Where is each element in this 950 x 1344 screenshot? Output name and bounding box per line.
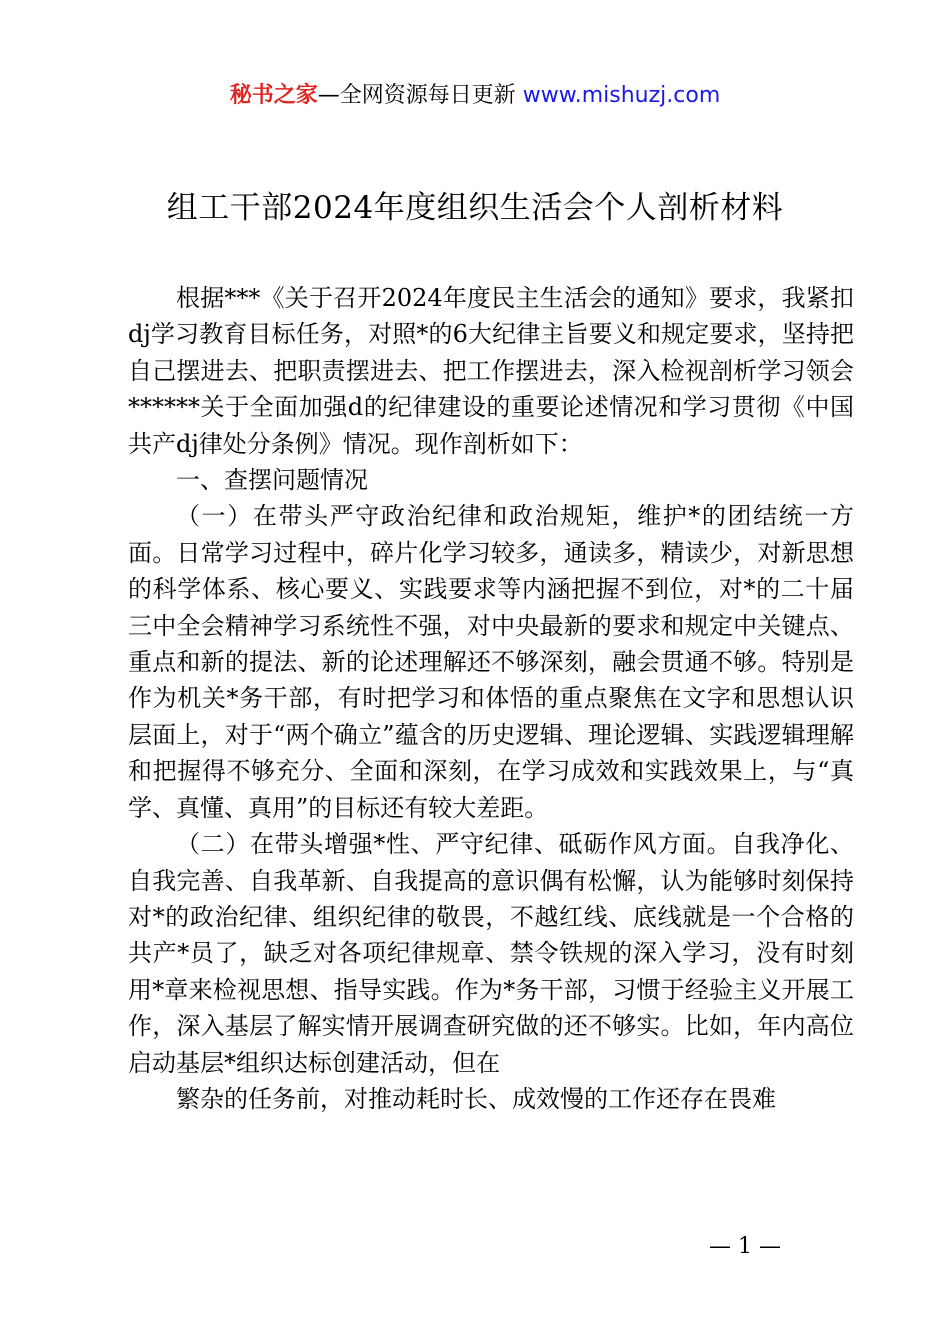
site-banner xyxy=(0,80,950,112)
document-title: 组工干部2024年度组织生活会个人剖析材料 xyxy=(166,190,784,226)
section-heading: 一、查摆问题情况 xyxy=(176,466,368,495)
intro-paragraph: 根据***《关于召开2024年度民主生活会的通知》要求，我紧扣dj学习教育目标任务，对照*的6大纪律主旨要义和规定要求，坚持把自己摆进去、把职责摆进去、把工作摆进去，深入检视剖析学习领会******关于全面加强d的纪律建设的重要论述情况和学习贯彻《中国共产dj律处分条例》情况。现作剖析如下： xyxy=(128,284,854,458)
page-number: — 1 — xyxy=(709,1234,781,1259)
site-slogan: —全网资源每日更新 xyxy=(317,83,523,108)
paragraph-item-2: （二）在带头增强*性、严守纪律、砥砺作风方面。自我净化、自我完善、自我革新、自我提高的意识偶有松懈，认为能够时刻保持对*的政治纪律、组织纪律的敬畏，不越红线、底线就是一个合格的共产*员了，缺乏对各项纪律规章、禁令铁规的深入学习，没有时刻用*章来检视思想、指导实践。作为*务干部，习惯于经验主义开展工作，深入基层了解实情开展调查研究做的还不够实。比如，年内高位启动基层*组织达标创建活动，但在 xyxy=(128,830,854,1077)
paragraph-item-1: （一）在带头严守政治纪律和政治规矩，维护*的团结统一方面。日常学习过程中，碎片化学习较多，通读多，精读少，对新思想的科学体系、核心要义、实践要求等内涵把握不到位，对*的二十届三中全会精神学习系统性不强，对中央最新的要求和规定中关键点、重点和新的提法、新的论述理解还不够深刻，融会贯通不够。特别是作为机关*务干部，有时把学习和体悟的重点聚焦在文字和思想认识层面上，对于“两个确立”蕴含的历史逻辑、理论逻辑、实践逻辑理解和把握得不够充分、全面和深刻，在学习成效和实践效果上，与“真学、真懂、真用”的目标还有较大差距。 xyxy=(128,502,854,822)
document-body xyxy=(128,280,854,1117)
site-url-link[interactable]: www.mishuzj.com xyxy=(522,83,721,108)
site-name: 秘书之家 xyxy=(229,83,318,108)
paragraph-continuation: 繁杂的任务前，对推动耗时长、成效慢的工作还存在畏难 xyxy=(176,1084,776,1113)
